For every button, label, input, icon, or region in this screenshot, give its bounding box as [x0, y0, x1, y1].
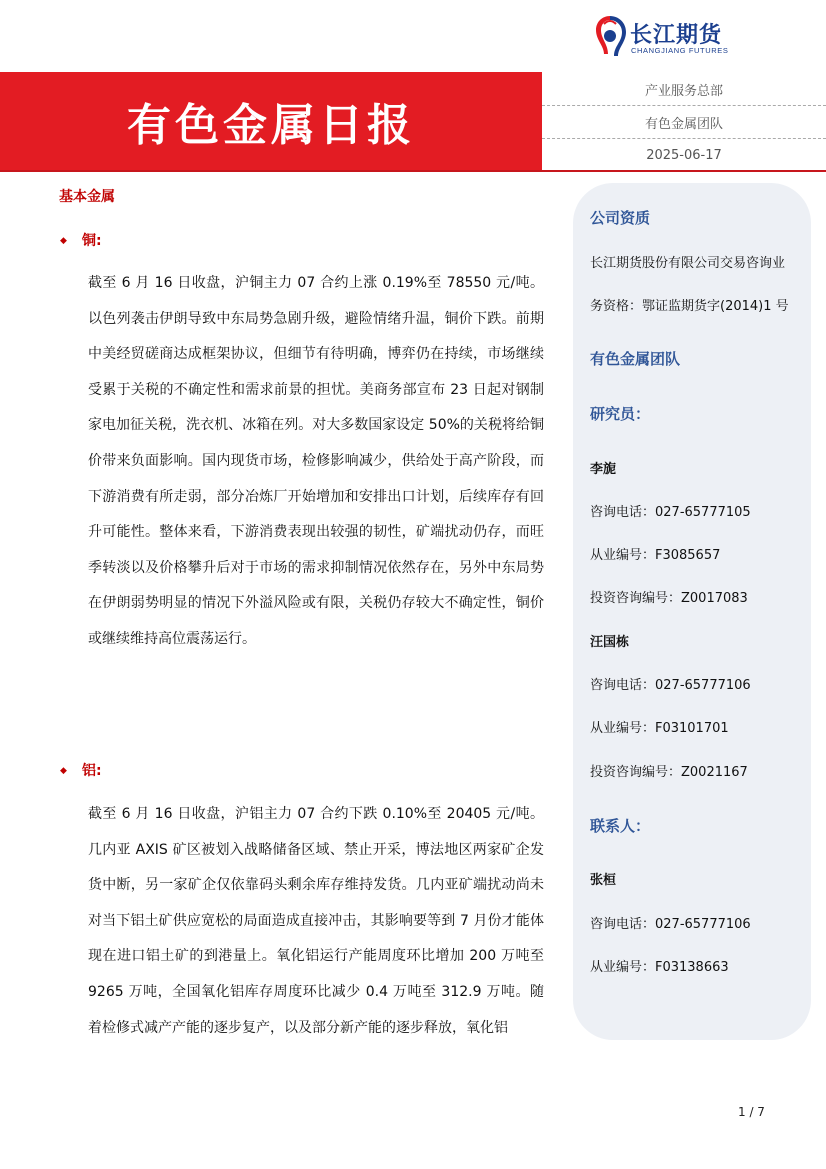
team-label: 有色金属团队 [542, 106, 826, 139]
section-title: 基本金属 [59, 189, 115, 205]
qualification-line-1: 长江期货股份有限公司交易咨询业 [590, 256, 786, 271]
aluminum-paragraph: 截至 6 月 16 日收盘，沪铝主力 07 合约下跌 0.10%至 20405 元/吨。几内亚 AXIS 矿区被划入战略储备区域、禁止开采，博法地区两家矿企发货中断，另一家矿企仅依靠码头剩余库存维持发货。几内亚矿端扰动尚未对当下铝土矿供应宽松的局面造成直接冲击，其影响要等到 7 月份才能体现在进口铝土矿的到港量上。氧化铝运行产能周度环比增加 200 万吨至 9265 万吨，全国氧化铝库存周度环比减少 0.4 万吨至 312.9 万吨。随着检修式减产产能的逐步复产，以及部分新产能的逐步释放，氧化铝 [88, 806, 544, 1036]
researcher-name: 汪国栋 [590, 635, 630, 650]
aluminum-heading: 铝: [82, 763, 102, 779]
contact-phone: 咨询电话：027-65777106 [590, 917, 751, 932]
company-logo [590, 14, 770, 58]
title-banner [0, 72, 542, 170]
changjiang-emblem-icon [590, 14, 630, 58]
researcher-license: 从业编号：F03101701 [590, 721, 729, 736]
bullet-diamond-icon: ◆ [60, 766, 67, 776]
bullet-diamond-icon: ◆ [60, 236, 67, 246]
page-number: 1 / 7 [738, 1105, 765, 1119]
header-info-block [542, 72, 826, 170]
researcher-phone: 咨询电话：027-65777105 [590, 505, 751, 520]
researcher-invest-id: 投资咨询编号：Z0021167 [590, 765, 748, 780]
logo-text-cn: 长江期货 [630, 23, 723, 48]
copper-heading: 铜: [82, 233, 102, 249]
researcher-license: 从业编号：F3085657 [590, 548, 721, 563]
team-heading: 有色金属团队 [590, 350, 681, 368]
report-title: 有色金属日报 [127, 100, 415, 151]
qualification-heading: 公司资质 [590, 209, 651, 227]
header-bottom-rule [0, 170, 826, 172]
researcher-heading: 研究员： [590, 405, 651, 423]
researcher-invest-id: 投资咨询编号：Z0017083 [590, 591, 748, 606]
department-label: 产业服务总部 [542, 73, 826, 106]
contact-license: 从业编号：F03138663 [590, 960, 729, 975]
contact-name: 张桓 [590, 873, 617, 888]
qualification-line-2: 务资格：鄂证监期货字(2014)1 号 [590, 299, 789, 314]
copper-paragraph: 截至 6 月 16 日收盘，沪铜主力 07 合约上涨 0.19%至 78550 元/吨。以色列袭击伊朗导致中东局势急剧升级，避险情绪升温，铜价下跌。前期中美经贸磋商达成框架协议，但细节有待明确，博弈仍在持续，市场继续受累于关税的不确定性和需求前景的担忧。美商务部宣布 23 日起对钢制家电加征关税，洗衣机、冰箱在列。对大多数国家设定 50%的关税将给铜价带来负面影响。国内现货市场，检修影响减少，供给处于高产阶段，而下游消费有所走弱，部分冶炼厂开始增加和安排出口计划，后续库存有回升可能性。整体来看，下游消费表现出较强的韧性，矿端扰动仍存，而旺季转淡以及价格攀升后对于市场的需求抑制情况依然存在，另外中东局势在伊朗弱势明显的情况下外溢风险或有限，关税仍存较大不确定性，铜价或继续维持高位震荡运行。 [88, 275, 544, 647]
logo-text-en: CHANGJIANG FUTURES [631, 46, 729, 55]
contact-heading: 联系人： [590, 817, 651, 835]
report-date: 2025-06-17 [646, 147, 722, 163]
researcher-phone: 咨询电话：027-65777106 [590, 678, 751, 693]
researcher-name: 李旎 [590, 462, 617, 477]
